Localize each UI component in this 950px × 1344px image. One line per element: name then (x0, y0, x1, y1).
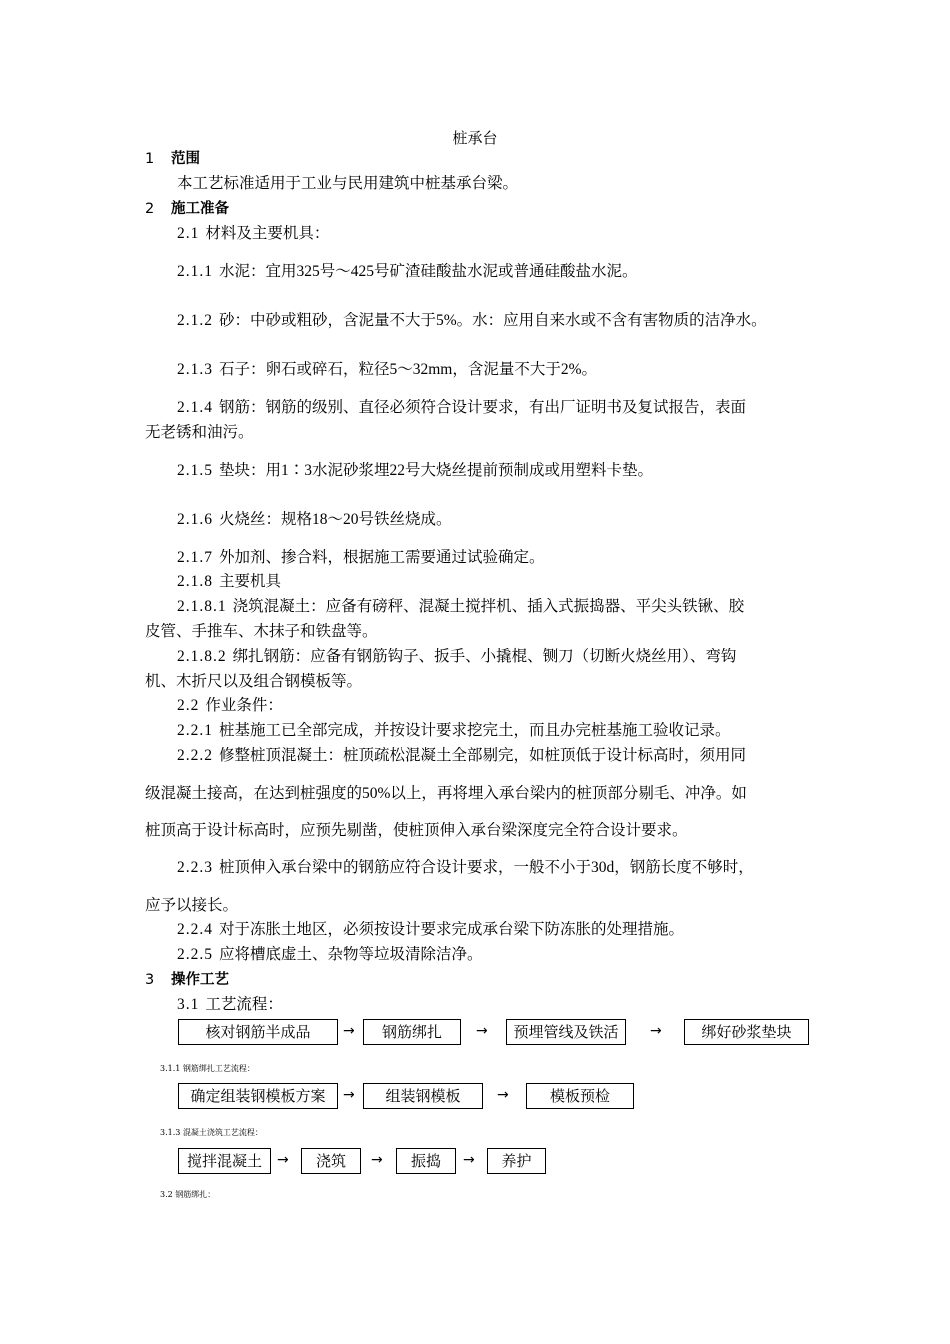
item-2-1-4: 2.1.4 钢筋：钢筋的级别、直径必须符合设计要求，有出厂证明书及复试报告，表面 (177, 399, 747, 416)
flow-arrow: → (650, 1023, 662, 1039)
flow3-caption: 3.2 钢筋绑扎： (160, 1190, 216, 1199)
item-2-2-3-cont: 应予以接长。 (145, 897, 239, 914)
item-2-1-8-2-cont: 机、木折尺以及组合钢模板等。 (145, 673, 363, 690)
item-2-2-4: 2.2.4 对于冻胀土地区，必须按设计要求完成承台梁下防冻胀的处理措施。 (177, 921, 685, 938)
item-2-1-7: 2.1.7 外加剂、掺合料，根据施工需要通过试验确定。 (177, 549, 545, 566)
flow3-step-4: 养护 (487, 1148, 546, 1174)
section-3-heading (145, 970, 229, 990)
item-2-2-2-cont2: 桩顶高于设计标高时，应预先剔凿，使桩顶伸入承台梁深度完全符合设计要求。 (145, 822, 688, 839)
item-2-2-1: 2.2.1 桩基施工已全部完成，并按设计要求挖完土，而且办完桩基施工验收记录。 (177, 722, 731, 739)
flow-arrow: → (343, 1087, 355, 1103)
section-number: 2 (145, 201, 155, 217)
flow1-step-1: 核对钢筋半成品 (178, 1019, 338, 1045)
page-title: 桩承台 (452, 129, 498, 147)
flow-arrow: → (497, 1087, 509, 1103)
flow2-step-3: 模板预检 (526, 1083, 634, 1109)
flow3-step-1: 搅拌混凝土 (178, 1148, 271, 1174)
flow-arrow: → (463, 1152, 475, 1168)
flow3-step-3: 振捣 (396, 1148, 456, 1174)
item-3-1: 3.1 工艺流程： (177, 996, 283, 1013)
flow2-step-1: 确定组装钢模板方案 (178, 1083, 338, 1109)
item-2-2-2-cont1: 级混凝土接高，在达到桩强度的50%以上，再将埋入承台梁内的桩顶部分剔毛、冲净。如 (145, 785, 747, 802)
flow2-caption: 3.1.3 混凝土浇筑工艺流程： (160, 1128, 263, 1137)
item-2-1-5: 2.1.5 垫块：用1∶3水泥砂浆埋22号大烧丝提前预制成或用塑料卡垫。 (177, 462, 654, 479)
flow1-step-3: 预埋管线及铁活 (506, 1019, 626, 1045)
item-2-2: 2.2 作业条件： (177, 697, 283, 714)
item-2-1-8: 2.1.8 主要机具 (177, 573, 282, 590)
flow-arrow: → (343, 1023, 355, 1039)
section-title: 操作工艺 (171, 972, 229, 988)
flow-arrow: → (371, 1152, 383, 1168)
section-title: 施工准备 (171, 201, 229, 217)
section-number: 1 (145, 151, 155, 167)
section-title: 范围 (171, 151, 200, 167)
flow1-caption: 3.1.1 钢筋绑扎工艺流程： (160, 1064, 255, 1073)
item-2-1-6: 2.1.6 火烧丝：规格18～20号铁丝烧成。 (177, 511, 452, 528)
section-1-body: 本工艺标准适用于工业与民用建筑中桩基承台梁。 (177, 175, 519, 192)
item-2-2-3: 2.2.3 桩顶伸入承台梁中的钢筋应符合设计要求，一般不小于30d，钢筋长度不够时， (177, 859, 754, 876)
item-2-1-3: 2.1.3 石子：卵石或碎石，粒径5～32mm，含泥量不大于2%。 (177, 361, 598, 378)
flow2-step-2: 组装钢模板 (363, 1083, 483, 1109)
item-2-1-8-1-cont: 皮管、手推车、木抹子和铁盘等。 (145, 623, 378, 640)
item-2-2-5: 2.2.5 应将槽底虚土、杂物等垃圾清除洁净。 (177, 946, 483, 963)
section-1-heading (145, 149, 200, 169)
section-number: 3 (145, 972, 155, 988)
flow1-step-2: 钢筋绑扎 (363, 1019, 461, 1045)
item-2-1-4-cont: 无老锈和油污。 (145, 424, 254, 441)
item-2-2-2: 2.2.2 修整桩顶混凝土：桩顶疏松混凝土全部剔完，如桩顶低于设计标高时，须用同 (177, 747, 747, 764)
item-2-1-8-2: 2.1.8.2 绑扎钢筋：应备有钢筋钩子、扳手、小撬棍、铡刀（切断火烧丝用）、弯钩 (177, 648, 737, 665)
section-2-heading (145, 199, 229, 219)
item-2-1-1: 2.1.1 水泥：宜用325号～425号矿渣硅酸盐水泥或普通硅酸盐水泥。 (177, 263, 638, 280)
flow-arrow: → (476, 1023, 488, 1039)
flow1-step-4: 绑好砂浆垫块 (684, 1019, 809, 1045)
item-2-1-2: 2.1.2 砂：中砂或粗砂，含泥量不大于5%。水：应用自来水或不含有害物质的洁净水。 (177, 312, 767, 329)
item-2-1-8-1: 2.1.8.1 浇筑混凝土：应备有磅秤、混凝土搅拌机、插入式振捣器、平尖头铁锹、胶 (177, 598, 745, 615)
flow3-step-2: 浇筑 (301, 1148, 361, 1174)
flow-arrow: → (277, 1152, 289, 1168)
item-2-1: 2.1 材料及主要机具： (177, 225, 330, 242)
